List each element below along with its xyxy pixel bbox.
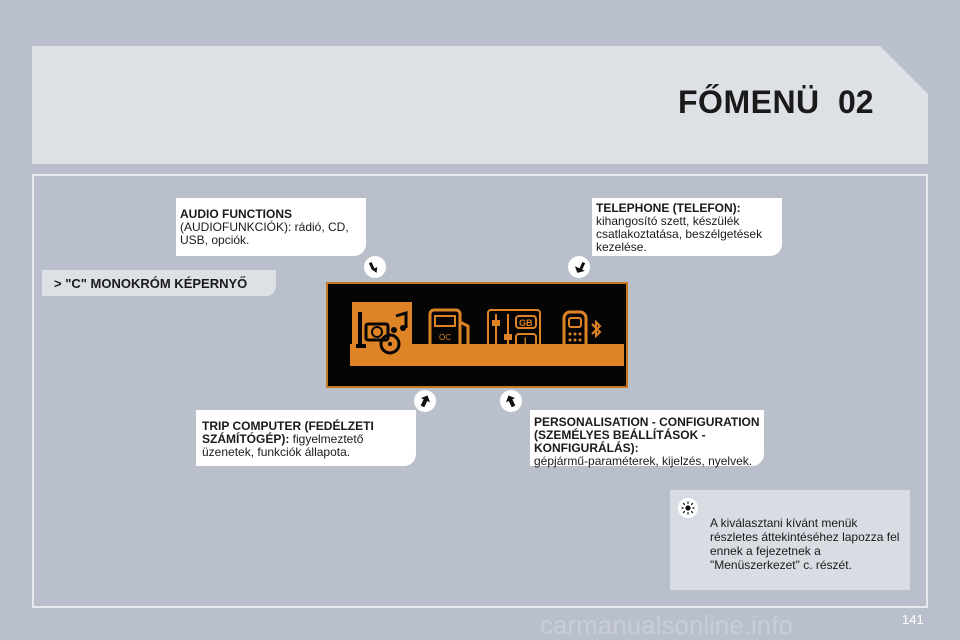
settings-icon[interactable] <box>484 302 544 358</box>
callout-audio-functions <box>176 198 366 256</box>
callout-audio-title: AUDIO FUNCTIONS <box>180 207 292 221</box>
callout-trip-computer <box>196 410 416 466</box>
watermark: carmanualsonline.info <box>540 610 793 640</box>
arrow-down-right-icon <box>364 256 386 278</box>
callout-audio-text: (AUDIOFUNKCIÓK): rádió, CD, USB, opciók. <box>180 220 349 247</box>
arrow-up-left-icon <box>500 390 522 412</box>
telephone-icon[interactable] <box>550 302 610 358</box>
audio-icon[interactable] <box>352 302 412 358</box>
section-label: > "C" MONOKRÓM KÉPERNYŐ <box>42 270 276 296</box>
arrow-down-left-icon <box>568 256 590 278</box>
page-number: 141 <box>902 612 924 627</box>
callout-personalisation-text: gépjármű-paraméterek, kijelzés, nyelvek. <box>534 454 753 468</box>
header-corner <box>880 46 928 94</box>
page-title: FŐMENÜ <box>678 84 820 120</box>
trip-icon-label: OC <box>439 333 451 342</box>
tip-text: A kiválasztani kívánt menük részletes áttekintéséhez lapozza fel ennek a fejezetnek a "Menüszerkezet" c. részét. <box>710 516 900 572</box>
callout-trip-title: TRIP COMPUTER (FEDÉLZETI SZÁMÍTÓGÉP): <box>202 419 374 446</box>
arrow-up-right-icon <box>414 390 436 412</box>
trip-computer-icon[interactable] <box>418 302 478 358</box>
settings-icon-label-bottom: I <box>524 336 527 346</box>
callout-telephone-text: kihangosító szett, készülék csatlakoztatása, beszélgetések kezelése. <box>596 214 763 254</box>
sun-icon <box>678 498 698 518</box>
settings-icon-label-top: GB <box>519 318 533 328</box>
callout-personalisation-title: PERSONALISATION - CONFIGURATION (SZEMÉLYES BEÁLLÍTÁSOK - KONFIGURÁLÁS): <box>534 415 760 455</box>
callout-personalisation <box>530 410 764 466</box>
monochrome-display <box>326 282 628 388</box>
chapter-number: 02 <box>838 84 874 120</box>
callout-trip-text: figyelmeztető üzenetek, funkciók állapota. <box>202 432 364 459</box>
callout-telephone <box>592 198 782 256</box>
callout-telephone-title: TELEPHONE (TELEFON): <box>596 201 741 215</box>
